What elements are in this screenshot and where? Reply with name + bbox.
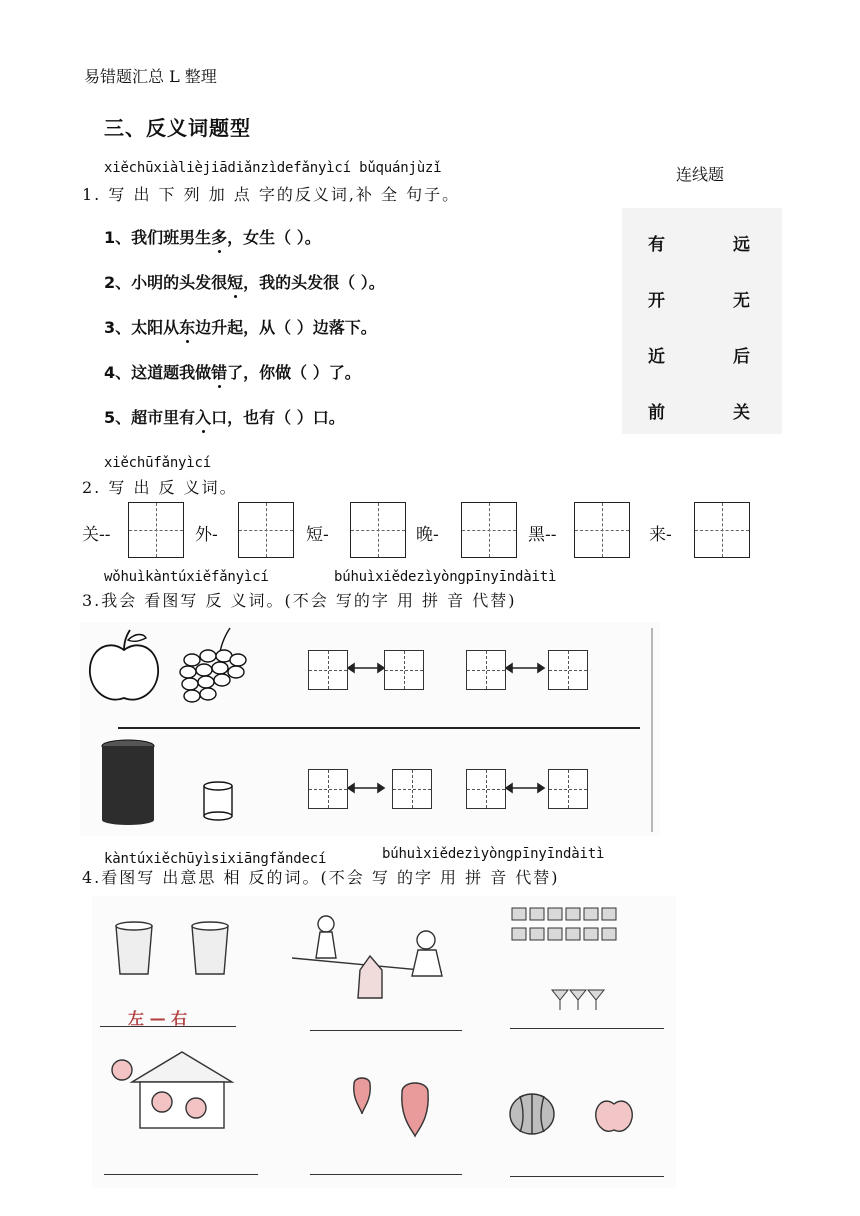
- q2-answer-box-2[interactable]: [238, 502, 294, 558]
- q1-item-3-pre: 3、太阳从: [104, 318, 180, 337]
- q1-item-2: [104, 270, 385, 293]
- q2-label-5: 黑--: [528, 525, 557, 545]
- match-left-2[interactable]: 开: [648, 291, 665, 311]
- q2-label-3: 短-: [306, 525, 329, 545]
- q1-item-3-dotted: 东: [179, 318, 196, 337]
- tall-cup-icon: [102, 740, 154, 825]
- q2-pinyin: xiěchūfǎnyìcí: [104, 455, 211, 471]
- q1-pinyin: xiěchūxiàlièjiādiǎnzìdefǎnyìcí bǔquánjùzǐ: [104, 160, 442, 176]
- q1-item-5-dotted: 入: [195, 408, 212, 427]
- q4-picture-area: [92, 896, 676, 1188]
- q1-item-5-pre: 5、超市里有: [104, 408, 196, 427]
- match-right-4[interactable]: 关: [733, 403, 750, 423]
- q2-answer-box-5[interactable]: [574, 502, 630, 558]
- q1-item-5: [104, 405, 345, 428]
- q1-item-1-post: ，女生（ ）。: [227, 228, 321, 247]
- q2-label-4: 晚-: [416, 525, 439, 545]
- q3-box-4[interactable]: [548, 650, 588, 690]
- q4-answer-line-2[interactable]: [310, 1030, 462, 1031]
- page-header: 易错题汇总 L 整理: [84, 67, 217, 86]
- match-left-4[interactable]: 前: [648, 403, 665, 423]
- match-right-3[interactable]: 后: [733, 347, 750, 367]
- matching-title: 连线题: [676, 165, 725, 184]
- q4-pinyin-2: búhuìxiědezìyòngpīnyīndàitì: [382, 846, 605, 862]
- match-left-1[interactable]: 有: [648, 235, 665, 255]
- q4-answer-line-3[interactable]: [510, 1028, 664, 1029]
- q3-pinyin-2: búhuìxiědezìyòngpīnyīndàitì: [334, 569, 557, 585]
- q2-answer-box-4[interactable]: [461, 502, 517, 558]
- q2-answer-box-6[interactable]: [694, 502, 750, 558]
- q4-answer-line-6[interactable]: [510, 1176, 664, 1177]
- q1-item-1: [104, 225, 321, 248]
- q1-item-5-post: 口，也有（ ）口。: [211, 408, 345, 427]
- q3-box-5[interactable]: [308, 769, 348, 809]
- q2-prompt: 2. 写 出 反 义词。: [82, 478, 238, 497]
- q4-example-answer: 左 — 右: [128, 1009, 188, 1028]
- q1-item-3: [104, 315, 377, 338]
- q2-label-1: 关--: [82, 525, 111, 545]
- match-left-3[interactable]: 近: [648, 347, 665, 367]
- q1-item-4: [104, 360, 361, 383]
- q1-item-2-post: ，我的头发很（ ）。: [243, 273, 385, 292]
- q4-pinyin-1: kàntúxiěchūyìsixiāngfǎndecí: [104, 851, 327, 867]
- q4-answer-line-4[interactable]: [104, 1174, 258, 1175]
- q1-item-3-post: 边升起，从（ ）边落下。: [195, 318, 377, 337]
- q1-item-4-pre: 4、这道题我做: [104, 363, 212, 382]
- q1-item-1-dotted: 多: [211, 228, 228, 247]
- q3-prompt: 3.我会 看图写 反 义词。(不会 写的字 用 拼 音 代替): [82, 591, 517, 610]
- q1-item-4-post: 了，你做（ ）了。: [227, 363, 361, 382]
- short-cup-icon: [204, 782, 232, 820]
- q1-prompt: 1. 写 出 下 列 加 点 字的反义词,补 全 句子。: [82, 185, 461, 204]
- q1-item-4-dotted: 错: [211, 363, 228, 382]
- q3-box-3[interactable]: [466, 650, 506, 690]
- q3-box-8[interactable]: [548, 769, 588, 809]
- q4-answer-line-1[interactable]: [100, 1026, 236, 1027]
- q2-label-6: 来-: [649, 525, 672, 545]
- q2-answer-box-3[interactable]: [350, 502, 406, 558]
- q3-pinyin-1: wǒhuìkàntúxiěfǎnyìcí: [104, 569, 269, 585]
- q1-item-2-dotted: 短: [227, 273, 244, 292]
- q3-box-2[interactable]: [384, 650, 424, 690]
- q4-answer-line-5[interactable]: [310, 1174, 462, 1175]
- section-title: 三、反义词题型: [104, 116, 251, 140]
- q3-box-6[interactable]: [392, 769, 432, 809]
- q3-box-7[interactable]: [466, 769, 506, 809]
- q1-item-1-pre: 1、我们班男生: [104, 228, 212, 247]
- q2-answer-box-1[interactable]: [128, 502, 184, 558]
- matching-panel: [622, 208, 782, 434]
- q2-label-2: 外-: [195, 525, 218, 545]
- q3-box-1[interactable]: [308, 650, 348, 690]
- match-right-1[interactable]: 远: [733, 235, 750, 255]
- q4-prompt: 4.看图写 出意思 相 反的词。(不会 写 的字 用 拼 音 代替): [82, 868, 560, 887]
- match-right-2[interactable]: 无: [733, 291, 750, 311]
- q1-item-2-pre: 2、小明的头发很: [104, 273, 228, 292]
